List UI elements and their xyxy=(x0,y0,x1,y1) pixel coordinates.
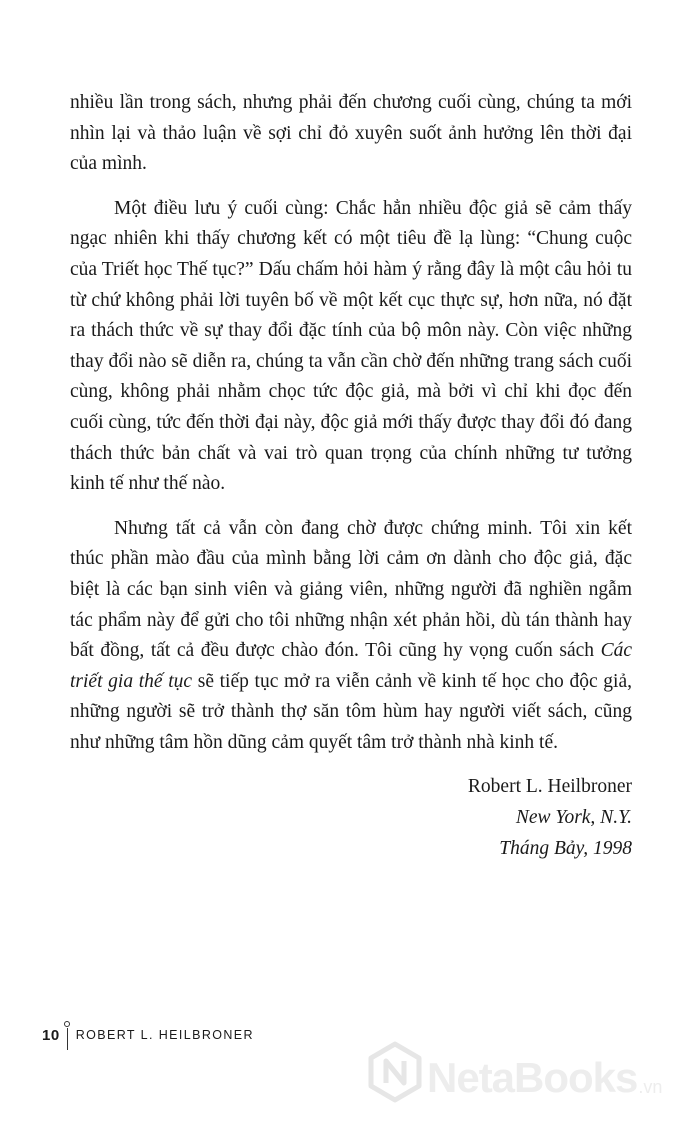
footer-divider xyxy=(67,1028,68,1050)
running-head: ROBERT L. HEILBRONER xyxy=(75,1028,254,1042)
book-title: Các triết gia thế tục xyxy=(70,640,632,692)
body-paragraph-3 xyxy=(70,514,632,759)
body-paragraph-2: Một điều lưu ý cuối cùng: Chắc hẳn nhiều độc giả sẽ cảm thấy ngạc nhiên khi thấy chương kết có một tiêu đề lạ lùng: “Chung cuộc của Triết học Thế tục?” Dấu chấm hỏi hàm ý rằng đây là một câu hỏi tu từ chứ không phải lời tuyên bố về một kết cục thực sự, hơn nữa, nó đặt ra thách thức về sự thay đổi đặc tính của bộ môn này. Còn việc những thay đổi nào sẽ diễn ra, chúng ta vẫn cần chờ đến những trang sách cuối cùng, không phải nhằm chọc tức độc giả, mà bởi vì chỉ khi đọc đến cuối cùng, tức đến thời đại này, độc giả mới thấy được thay đổi đó đang thách thức bản chất và vai trò quan trọng của chính những tư tưởng kinh tế như thế nào. xyxy=(70,197,632,495)
page-number: 10 xyxy=(42,1026,60,1044)
body-paragraph-1: nhiều lần trong sách, nhưng phải đến chương cuối cùng, chúng ta mới nhìn lại và thảo luận về sợi chỉ đỏ xuyên suốt ảnh hưởng lên thời đại của mình. xyxy=(70,92,632,175)
signature-author: Robert L. Heilbroner xyxy=(467,776,632,798)
watermark-brand: NetaBooks xyxy=(427,1054,638,1101)
page-body xyxy=(70,88,632,864)
paragraph-3-text-start: Nhưng tất cả vẫn còn đang chờ được chứng minh. Tôi xin kết thúc phần mào đầu của mình bằng lời cảm ơn dành cho độc giả, đặc biệt là các bạn sinh viên và giảng viên, những người đã nghiền ngẫm tác phẩm này để gửi cho tôi những nhận xét phản hồi, dù tán thành hay bất đồng, tất cả đều được chào đón. Tôi cũng hy vọng cuốn sách xyxy=(70,517,632,662)
paragraph-3-text-end: sẽ tiếp tục mở ra viễn cảnh về kinh tế học cho độc giả, những người sẽ trở thành thợ săn tôm hùm hay người viết sách, cũng như những tâm hồn dũng cảm quyết tâm trở thành nhà kinh tế. xyxy=(70,670,632,753)
signature-date: Tháng Bảy, 1998 xyxy=(499,837,632,859)
watermark-domain: .vn xyxy=(638,1077,663,1097)
netabooks-watermark xyxy=(367,1041,662,1103)
page-footer xyxy=(42,1024,254,1046)
netabooks-hexagon-n-icon xyxy=(367,1041,423,1103)
signature-block xyxy=(70,772,632,864)
signature-place: New York, N.Y. xyxy=(515,807,632,829)
